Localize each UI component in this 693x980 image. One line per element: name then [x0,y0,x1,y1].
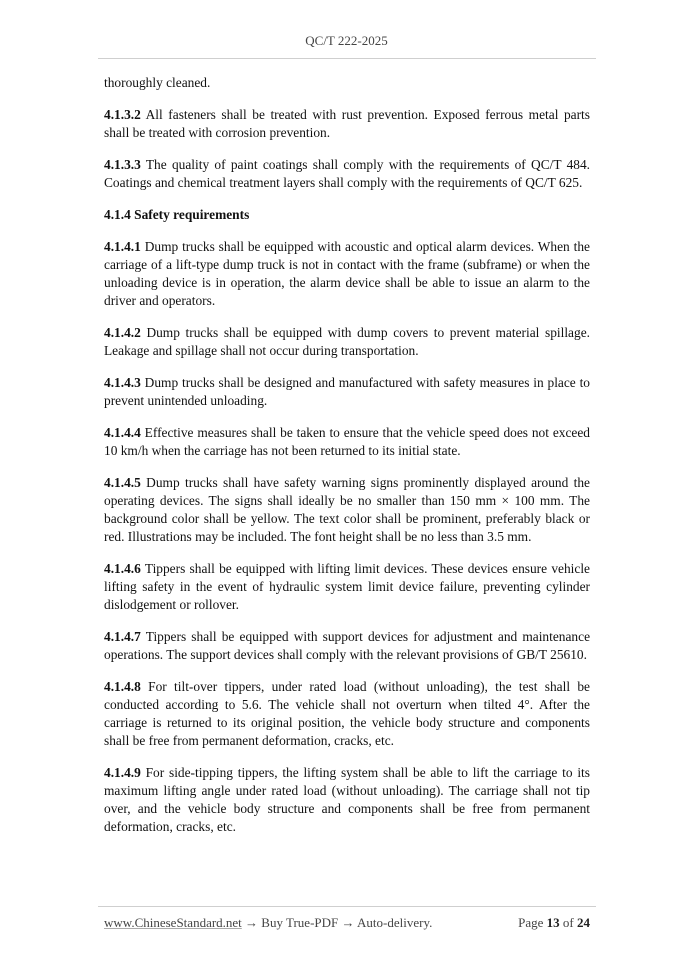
clause-paragraph [104,238,590,310]
clause-paragraph [104,74,590,92]
section-heading [104,206,590,224]
clause-number: 4.1.4.5 [104,475,141,490]
clause-number: 4.1.4.3 [104,375,141,390]
clause-number: 4.1.4.9 [104,765,141,780]
clause-paragraph [104,764,590,836]
clause-text: Effective measures shall be taken to ensure that the vehicle speed does not exceed 10 km/h when the carriage has not been returned to its initial state. [104,425,590,458]
footer-promo-text: → Buy True-PDF → Auto-delivery. [241,915,433,930]
clause-number: 4.1.3.2 [104,107,141,122]
clause-number: 4.1.3.3 [104,157,141,172]
clause-text: thoroughly cleaned. [104,75,211,90]
clause-paragraph [104,678,590,750]
page-current: 13 [546,915,560,930]
clause-paragraph [104,156,590,192]
clause-text: Tippers shall be equipped with lifting limit devices. These devices ensure vehicle lifting safety in the event of hydraulic system limit device failure, preventing cylinder dislodgement or rollover. [104,561,590,612]
clause-text: Dump trucks shall have safety warning signs prominently displayed around the operating devices. The signs shall ideally be no smaller than 150 mm × 100 mm. The background color shall be yellow. The text color shall be prominent, preferably black or red. Illustrations may be included. The font height shall be no less than 3.5 mm. [104,475,590,544]
document-header: QC/T 222-2025 [305,33,388,48]
clause-number: 4.1.4.4 [104,425,141,440]
clause-text: Dump trucks shall be designed and manufactured with safety measures in place to prevent unintended unloading. [104,375,590,408]
clause-number: 4.1.4.7 [104,629,141,644]
header-divider [98,58,596,59]
clause-paragraph [104,374,590,410]
clause-number: 4.1.4.8 [104,679,141,694]
clause-text: Dump trucks shall be equipped with dump covers to prevent material spillage. Leakage and spillage shall not occur during transportation. [104,325,590,358]
page-label: Page [518,915,544,930]
clause-text: For side-tipping tippers, the lifting system shall be able to lift the carriage to its maximum lifting angle under rated load (without unloading). The carriage shall not tip over, and the vehicle body structure and components shall be free from permanent deformation, cracks, etc. [104,765,590,834]
document-body [104,74,590,850]
clause-paragraph [104,628,590,664]
clause-paragraph [104,324,590,360]
clause-number: 4.1.4.6 [104,561,141,576]
clause-number: 4.1.4.2 [104,325,141,340]
clause-text: The quality of paint coatings shall comply with the requirements of QC/T 484. Coatings and chemical treatment layers shall comply with the requirements of QC/T 625. [104,157,590,190]
document-footer [104,915,590,931]
clause-paragraph [104,560,590,614]
footer-promo [104,915,432,931]
clause-paragraph [104,424,590,460]
footer-divider [98,906,596,907]
of-label: of [562,915,574,930]
clause-paragraph [104,474,590,546]
clause-text: All fasteners shall be treated with rust prevention. Exposed ferrous metal parts shall be treated with corrosion prevention. [104,107,590,140]
clause-number: 4.1.4.1 [104,239,141,254]
clause-paragraph [104,106,590,142]
clause-text: Dump trucks shall be equipped with acoustic and optical alarm devices. When the carriage of a lift-type dump truck is not in contact with the frame (subframe) or when the unloading device is in operation, the alarm device shall be able to issue an alarm to the driver and operators. [104,239,590,308]
clause-number: 4.1.4 Safety requirements [104,207,250,222]
website-link[interactable]: www.ChineseStandard.net [104,915,242,930]
page-indicator [518,915,590,931]
clause-text: For tilt-over tippers, under rated load (without unloading), the test shall be conducted according to 5.6. The vehicle shall not overturn when tilted 4°. After the carriage is returned to its original position, the vehicle body structure and components shall be free from permanent deformation, cracks, etc. [104,679,590,748]
page-total: 24 [577,915,590,930]
clause-text: Tippers shall be equipped with support devices for adjustment and maintenance operations. The support devices shall comply with the relevant provisions of GB/T 25610. [104,629,591,662]
